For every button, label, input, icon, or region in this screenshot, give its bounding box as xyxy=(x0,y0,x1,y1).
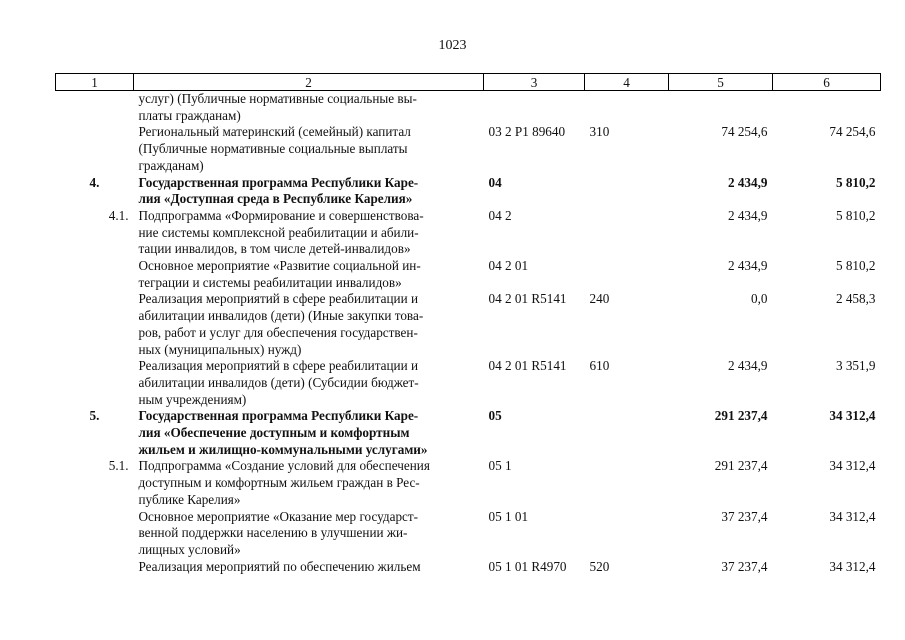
row-code: 04 xyxy=(488,174,502,190)
table-row xyxy=(56,358,881,408)
row-code: 04 2 01 xyxy=(488,258,529,274)
row-name: Основное мероприятие «Развитие социальной ин- теграции и системы реабилитации инвалидов» xyxy=(138,258,421,290)
column-header-1: 1 xyxy=(56,74,134,91)
row-value-col6: 34 312,4 xyxy=(829,458,876,474)
row-code: 05 xyxy=(488,408,502,424)
row-name: Основное мероприятие «Оказание мер государст- венной поддержки населению в улучшении жи- лищных условий» xyxy=(138,508,419,557)
column-header-4: 4 xyxy=(585,74,669,91)
row-code: 03 2 P1 89640 xyxy=(488,124,566,140)
row-number: 5. xyxy=(89,408,100,424)
table-header-row xyxy=(56,74,881,91)
row-name: услуг) (Публичные нормативные социальные вы- платы гражданам) xyxy=(138,91,417,123)
row-value-col6: 3 351,9 xyxy=(835,358,876,374)
table-row xyxy=(56,124,881,174)
row-value-col5: 2 434,9 xyxy=(727,207,768,223)
row-number xyxy=(56,291,134,358)
row-expense-type: 240 xyxy=(589,291,610,307)
row-number xyxy=(56,124,134,174)
row-value-col6 xyxy=(773,91,881,125)
table-row xyxy=(56,408,881,458)
column-header-3: 3 xyxy=(484,74,585,91)
row-value-col5: 37 237,4 xyxy=(721,508,768,524)
table-row xyxy=(56,208,881,258)
row-name: Государственная программа Республики Каре- лия «Обеспечение доступным и комфортным жильем и жилищно-коммунальными услугами» xyxy=(138,408,428,457)
row-expense-type xyxy=(585,408,669,458)
row-value-col6: 34 312,4 xyxy=(829,558,876,574)
row-number xyxy=(56,559,134,576)
row-expense-type: 520 xyxy=(589,558,610,574)
row-expense-type: 610 xyxy=(589,358,610,374)
row-value-col5: 0,0 xyxy=(751,291,768,307)
row-value-col6: 74 254,6 xyxy=(829,124,876,140)
row-value-col6: 34 312,4 xyxy=(829,408,876,424)
row-value-col5: 2 434,9 xyxy=(727,358,768,374)
row-number: 5.1. xyxy=(108,458,129,474)
row-value-col5: 291 237,4 xyxy=(714,408,768,424)
row-expense-type xyxy=(585,458,669,508)
row-expense-type xyxy=(585,175,669,208)
row-value-col6: 5 810,2 xyxy=(835,258,876,274)
row-name: Реализация мероприятий в сфере реабилитации и абилитации инвалидов (дети) (Иные закупки това- ров, работ и услуг для обеспечения государствен- ных (муниципальных) нужд) xyxy=(138,291,424,357)
row-value-col5: 37 237,4 xyxy=(721,558,768,574)
table-body xyxy=(56,91,881,576)
row-value-col5: 2 434,9 xyxy=(727,258,768,274)
table-row xyxy=(56,291,881,358)
row-expense-type xyxy=(585,509,669,559)
row-number xyxy=(56,358,134,408)
row-number xyxy=(56,509,134,559)
column-header-2: 2 xyxy=(134,74,484,91)
row-name: Подпрограмма «Формирование и совершенствова- ние системы комплексной реабилитации и абили- тации инвалидов, в том числе детей-инвалидов» xyxy=(138,207,424,257)
row-name: Подпрограмма «Создание условий для обеспечения доступным и комфортным жильем граждан в Рес- публике Карелия» xyxy=(138,458,430,507)
row-value-col6: 5 810,2 xyxy=(835,174,876,190)
row-code: 04 2 xyxy=(488,207,512,223)
column-header-5: 5 xyxy=(669,74,773,91)
table-row xyxy=(56,258,881,291)
row-value-col5: 2 434,9 xyxy=(727,174,768,190)
row-code: 04 2 01 R5141 xyxy=(488,291,567,307)
row-value-col6: 5 810,2 xyxy=(835,207,876,223)
page-number: 1023 xyxy=(438,38,467,53)
table-row xyxy=(56,559,881,576)
row-expense-type: 310 xyxy=(589,124,610,140)
row-value-col6: 2 458,3 xyxy=(835,291,876,307)
row-code: 05 1 01 xyxy=(488,508,529,524)
row-value-col5: 74 254,6 xyxy=(721,124,768,140)
row-name: Реализация мероприятий в сфере реабилитации и абилитации инвалидов (дети) (Субсидии бюджет- ным учреждениям) xyxy=(138,358,419,407)
row-value-col5 xyxy=(669,91,773,125)
row-code: 04 2 01 R5141 xyxy=(488,358,567,374)
row-expense-type xyxy=(585,258,669,291)
row-number: 4.1. xyxy=(108,207,129,223)
row-number xyxy=(56,91,134,125)
row-code xyxy=(484,91,585,125)
row-value-col5: 291 237,4 xyxy=(714,458,768,474)
row-code: 05 1 01 R4970 xyxy=(488,558,567,574)
row-expense-type xyxy=(585,91,669,125)
table-row xyxy=(56,91,881,125)
row-number xyxy=(56,258,134,291)
column-header-6: 6 xyxy=(773,74,881,91)
row-value-col6: 34 312,4 xyxy=(829,508,876,524)
table-row xyxy=(56,509,881,559)
row-name: Реализация мероприятий по обеспечению жильем xyxy=(138,558,421,574)
budget-table xyxy=(55,73,881,575)
row-name: Государственная программа Республики Каре- лия «Доступная среда в Республике Карелия» xyxy=(138,174,419,207)
table-row xyxy=(56,175,881,208)
row-code: 05 1 xyxy=(488,458,512,474)
row-expense-type xyxy=(585,208,669,258)
row-name: Региональный материнский (семейный) капитал (Публичные нормативные социальные выплаты гражданам) xyxy=(138,124,411,173)
table-row xyxy=(56,458,881,508)
row-number: 4. xyxy=(89,174,100,190)
